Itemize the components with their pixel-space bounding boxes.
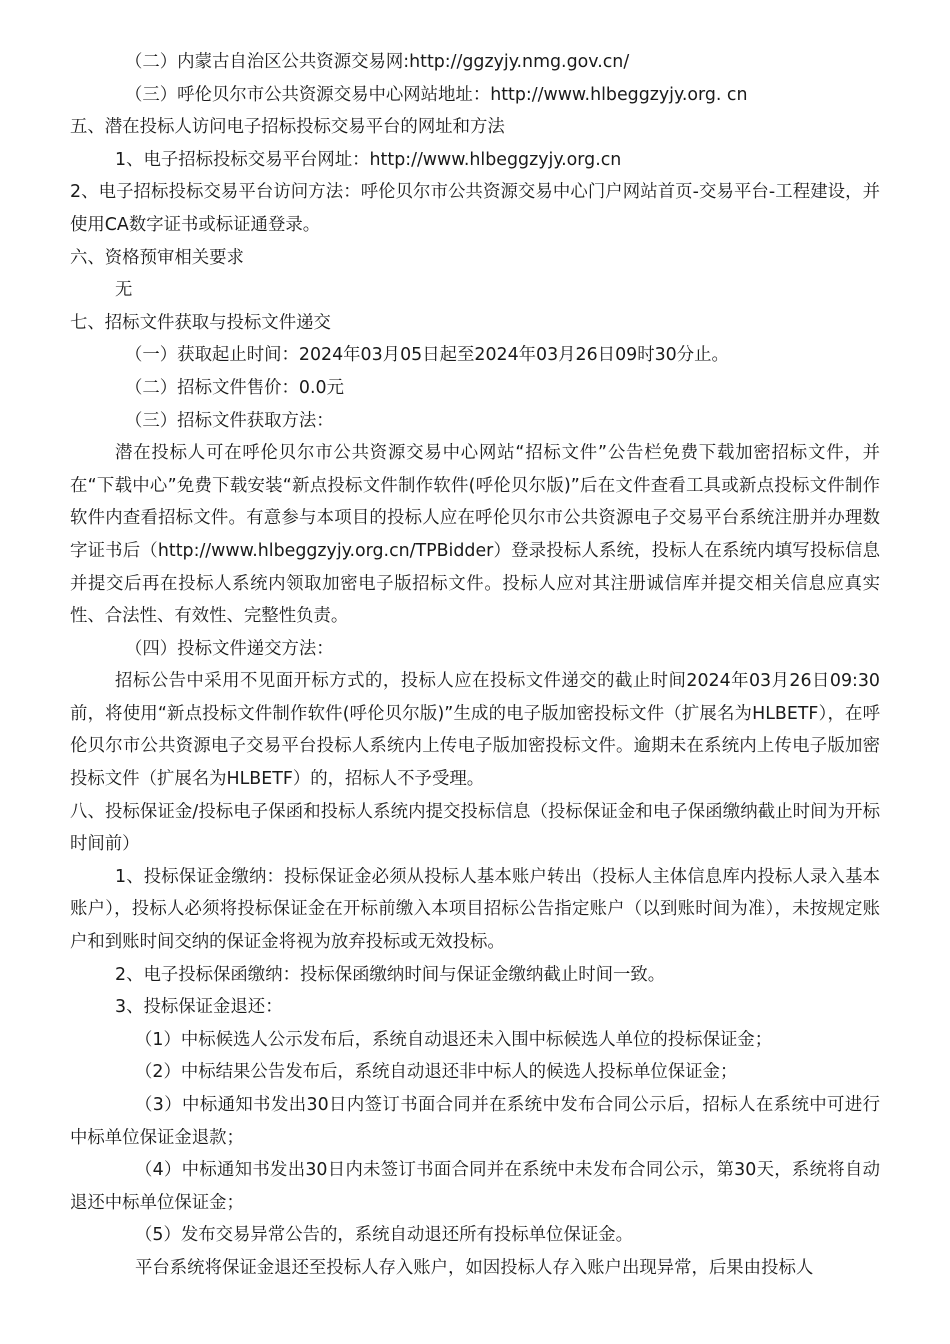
refund-item-2: （2）中标结果公告发布后，系统自动退还非中标人的候选人投标单位保证金；	[135, 1062, 738, 1083]
refund-account-paragraph: 平台系统将保证金退还至投标人存入账户，如因投标人存入账户出现异常，后果由投标人	[135, 1257, 814, 1278]
document-page	[70, 46, 880, 1285]
section-heading-8: 八、投标保证金/投标电子保函和投标人系统内提交投标信息（投标保证金和电子保函缴纳截止时间为开标时间前）	[70, 801, 880, 855]
prequalification-none: 无	[115, 280, 133, 301]
section-heading-6: 六、资格预审相关要求	[70, 247, 244, 268]
acquisition-method-paragraph: 潜在投标人可在呼伦贝尔市公共资源交易中心网站“招标文件”公告栏免费下载加密招标文件，并在“下载中心”免费下载安装“新点投标文件制作软件(呼伦贝尔版)”后在文件查看工具或新点投标文件制作软件内查看招标文件。有意参与本项目的投标人应在呼伦贝尔市公共资源电子交易平台系统注册并办理数字证书后（http://www.hlbeggzyjy.org.cn/TPBidder）登录投标人系统，投标人在系统内填写投标信息并提交后再在投标人系统内领取加密电子版招标文件。投标人应对其注册诚信库并提交相关信息应真实性、合法性、有效性、完整性负责。	[70, 443, 880, 627]
section-heading-5: 五、潜在投标人访问电子招标投标交易平台的网址和方法	[70, 117, 505, 138]
electronic-guarantee-line: 2、电子投标保函缴纳：投标保函缴纳时间与保证金缴纳截止时间一致。	[115, 964, 666, 985]
acquisition-period-line: （一）获取起止时间：2024年03月05日起至2024年03月26日09时30分止。	[125, 345, 729, 366]
deposit-payment-paragraph: 1、投标保证金缴纳：投标保证金必须从投标人基本账户转出（投标人主体信息库内投标人录入基本账户），投标人必须将投标保证金在开标前缴入本项目招标公告指定账户（以到账时间为准），未按规定账户和到账时间交纳的保证金将视为放弃投标或无效投标。	[70, 866, 880, 953]
refund-item-1: （1）中标候选人公示发布后，系统自动退还未入围中标候选人单位的投标保证金；	[135, 1029, 773, 1050]
refund-item-3: （3）中标通知书发出30日内签订书面合同并在系统中发布合同公示后，招标人在系统中可进行中标单位保证金退款；	[70, 1095, 880, 1148]
platform-access-paragraph: 2、电子招标投标交易平台访问方法：呼伦贝尔市公共资源交易中心门户网站首页-交易平台-工程建设，并使用CA数字证书或标证通登录。	[70, 182, 880, 235]
website-line-hulunbuir: （三）呼伦贝尔市公共资源交易中心网站地址：http://www.hlbeggzyjy.org. cn	[125, 84, 748, 105]
acquisition-method-heading: （三）招标文件获取方法：	[125, 410, 334, 431]
website-line-inner-mongolia: （二）内蒙古自治区公共资源交易网:http://ggzyjy.nmg.gov.cn/	[125, 52, 630, 72]
platform-url-line: 1、电子招标投标交易平台网址：http://www.hlbeggzyjy.org.cn	[115, 149, 622, 170]
deposit-refund-heading: 3、投标保证金退还：	[115, 997, 283, 1018]
document-price-line: （二）招标文件售价：0.0元	[125, 377, 344, 398]
submission-method-paragraph: 招标公告中采用不见面开标方式的，投标人应在投标文件递交的截止时间2024年03月26日09:30前，将使用“新点投标文件制作软件(呼伦贝尔版)”生成的电子版加密投标文件（扩展名为HLBETF），在呼伦贝尔市公共资源电子交易平台投标人系统内上传电子版加密投标文件。逾期未在系统内上传电子版加密投标文件（扩展名为HLBETF）的，招标人不予受理。	[70, 671, 880, 790]
submission-method-heading: （四）投标文件递交方法：	[125, 638, 334, 659]
refund-item-5: （5）发布交易异常公告的，系统自动退还所有投标单位保证金。	[135, 1225, 634, 1246]
section-heading-7: 七、招标文件获取与投标文件递交	[70, 312, 331, 333]
refund-item-4: （4）中标通知书发出30日内未签订书面合同并在系统中未发布合同公示，第30天，系统将自动退还中标单位保证金；	[70, 1160, 880, 1213]
